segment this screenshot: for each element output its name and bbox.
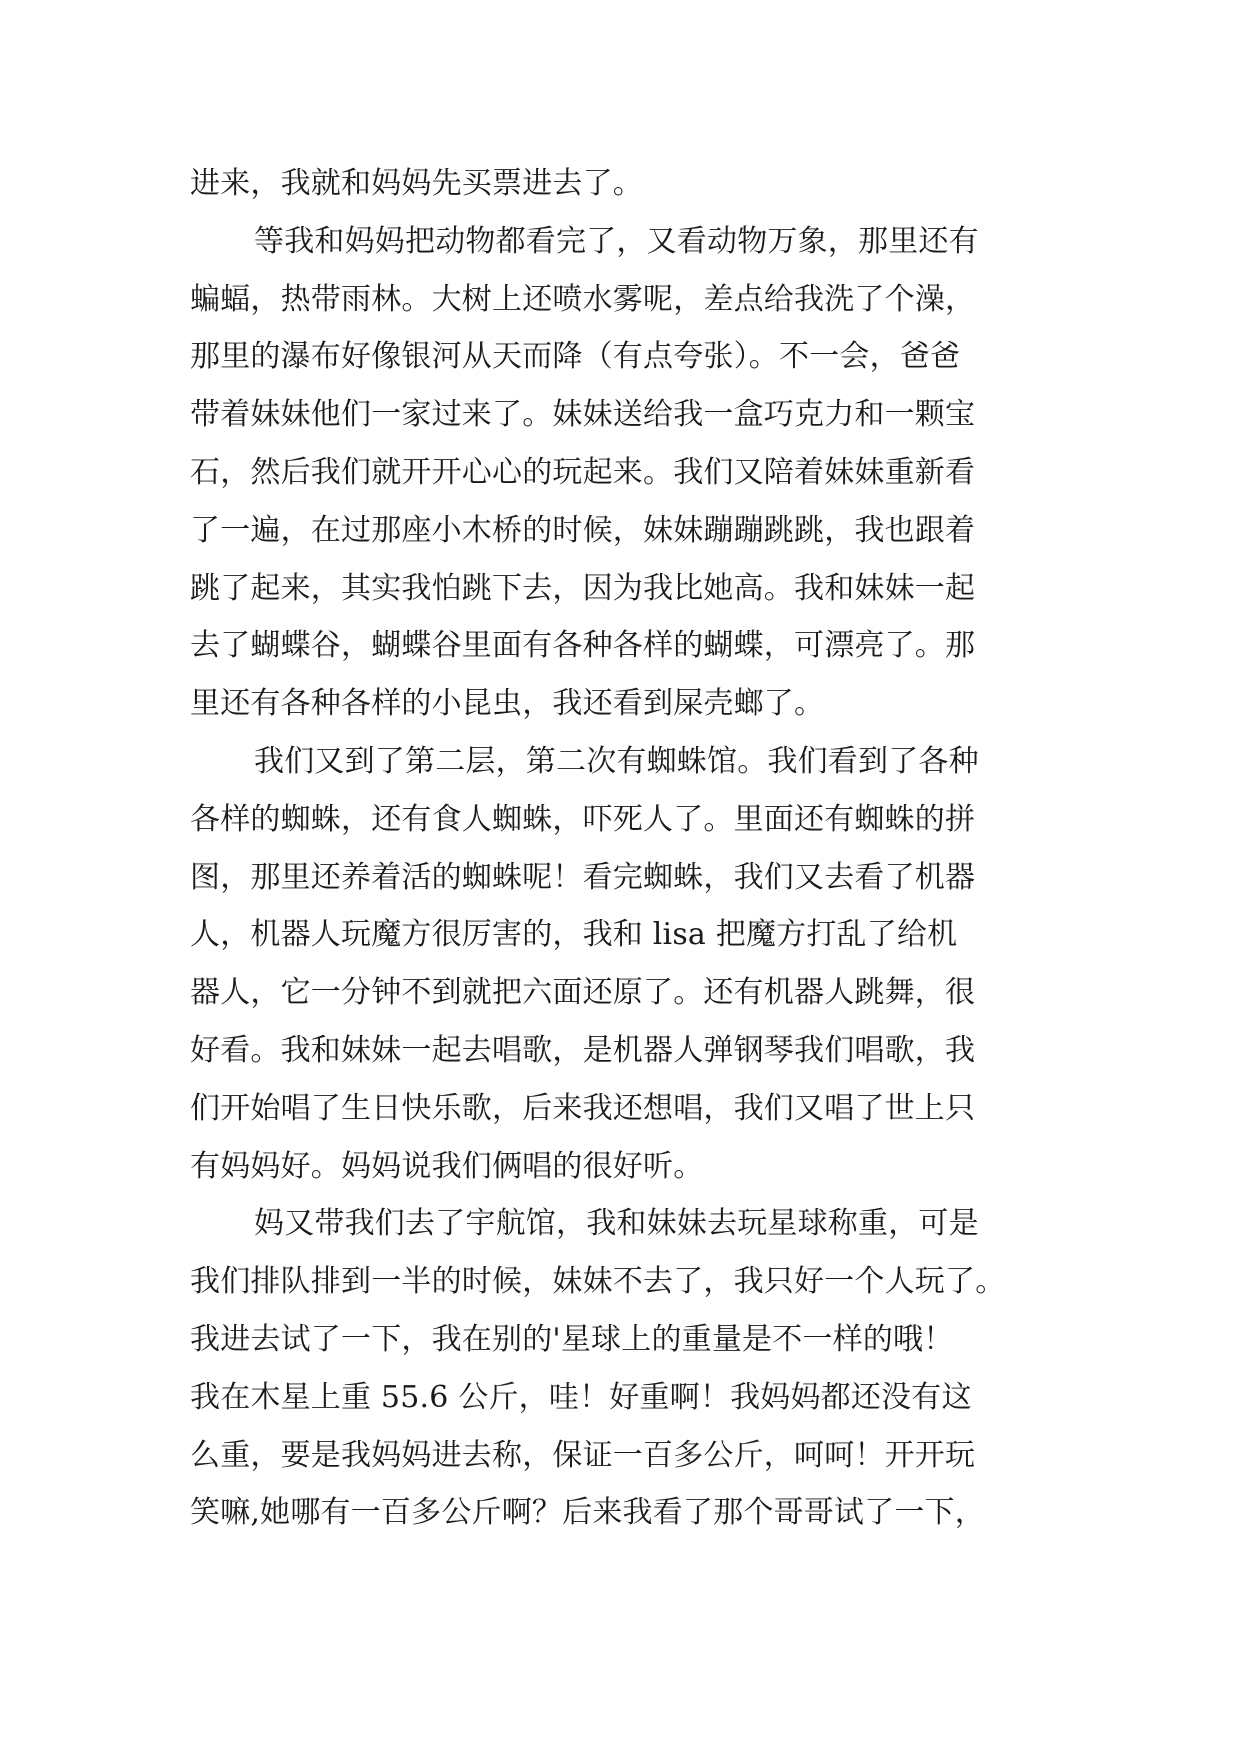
text-line: 里还有各种各样的小昆虫，我还看到屎壳螂了。 xyxy=(190,686,825,722)
text-line: 人，机器人玩魔方很厉害的，我和 lisa 把魔方打乱了给机 xyxy=(190,917,958,953)
text-line: 那里的瀑布好像银河从天而降（有点夸张）。不一会，爸爸 xyxy=(190,339,961,375)
text-line: 跳了起来，其实我怕跳下去，因为我比她高。我和妹妹一起 xyxy=(190,570,976,606)
text-line: 石，然后我们就开开心心的玩起来。我们又陪着妹妹重新看 xyxy=(190,454,976,490)
text-line: 去了蝴蝶谷，蝴蝶谷里面有各种各样的蝴蝶，可漂亮了。那 xyxy=(190,628,976,664)
text-line: 进来，我就和妈妈先买票进去了。 xyxy=(190,166,643,201)
text-line: 我进去试了一下，我在别的'星球上的重量是不一样的哦！ xyxy=(190,1321,954,1357)
text-line: 器人，它一分钟不到就把六面还原了。还有机器人跳舞，很 xyxy=(190,975,976,1011)
paragraph-first-line: 我们又到了第二层，第二次有蜘蛛馆。我们看到了各种 xyxy=(254,743,979,779)
text-line: 蝙蝠，热带雨林。大树上还喷水雾呢，差点给我洗了个澡， xyxy=(190,281,976,317)
text-line: 了一遍，在过那座小木桥的时候，妹妹蹦蹦跳跳，我也跟着 xyxy=(190,512,976,548)
paragraph-first-line: 妈又带我们去了宇航馆，我和妹妹去玩星球称重，可是 xyxy=(254,1206,979,1242)
text-line: 我在木星上重 55.6 公斤，哇！好重啊！我妈妈都还没有这 xyxy=(190,1379,972,1415)
text-line: 么重，要是我妈妈进去称，保证一百多公斤，呵呵！开开玩 xyxy=(190,1437,976,1473)
text-line: 图，那里还养着活的蜘蛛呢！看完蜘蛛，我们又去看了机器 xyxy=(190,859,976,895)
text-line: 们开始唱了生日快乐歌，后来我还想唱，我们又唱了世上只 xyxy=(190,1090,976,1126)
text-line: 我们排队排到一半的时候，妹妹不去了，我只好一个人玩了。 xyxy=(190,1264,1006,1300)
paragraph-first-line: 等我和妈妈把动物都看完了，又看动物万象，那里还有 xyxy=(254,223,979,259)
text-line: 带着妹妹他们一家过来了。妹妹送给我一盒巧克力和一颗宝 xyxy=(190,397,976,433)
text-line: 笑嘛,她哪有一百多公斤啊？后来我看了那个哥哥试了一下， xyxy=(190,1495,985,1531)
body-text xyxy=(190,155,1060,1542)
text-line: 有妈妈好。妈妈说我们俩唱的很好听。 xyxy=(190,1148,704,1184)
text-line: 各样的蜘蛛，还有食人蜘蛛，吓死人了。里面还有蜘蛛的拼 xyxy=(190,801,976,837)
text-line: 好看。我和妹妹一起去唱歌，是机器人弹钢琴我们唱歌，我 xyxy=(190,1032,976,1068)
